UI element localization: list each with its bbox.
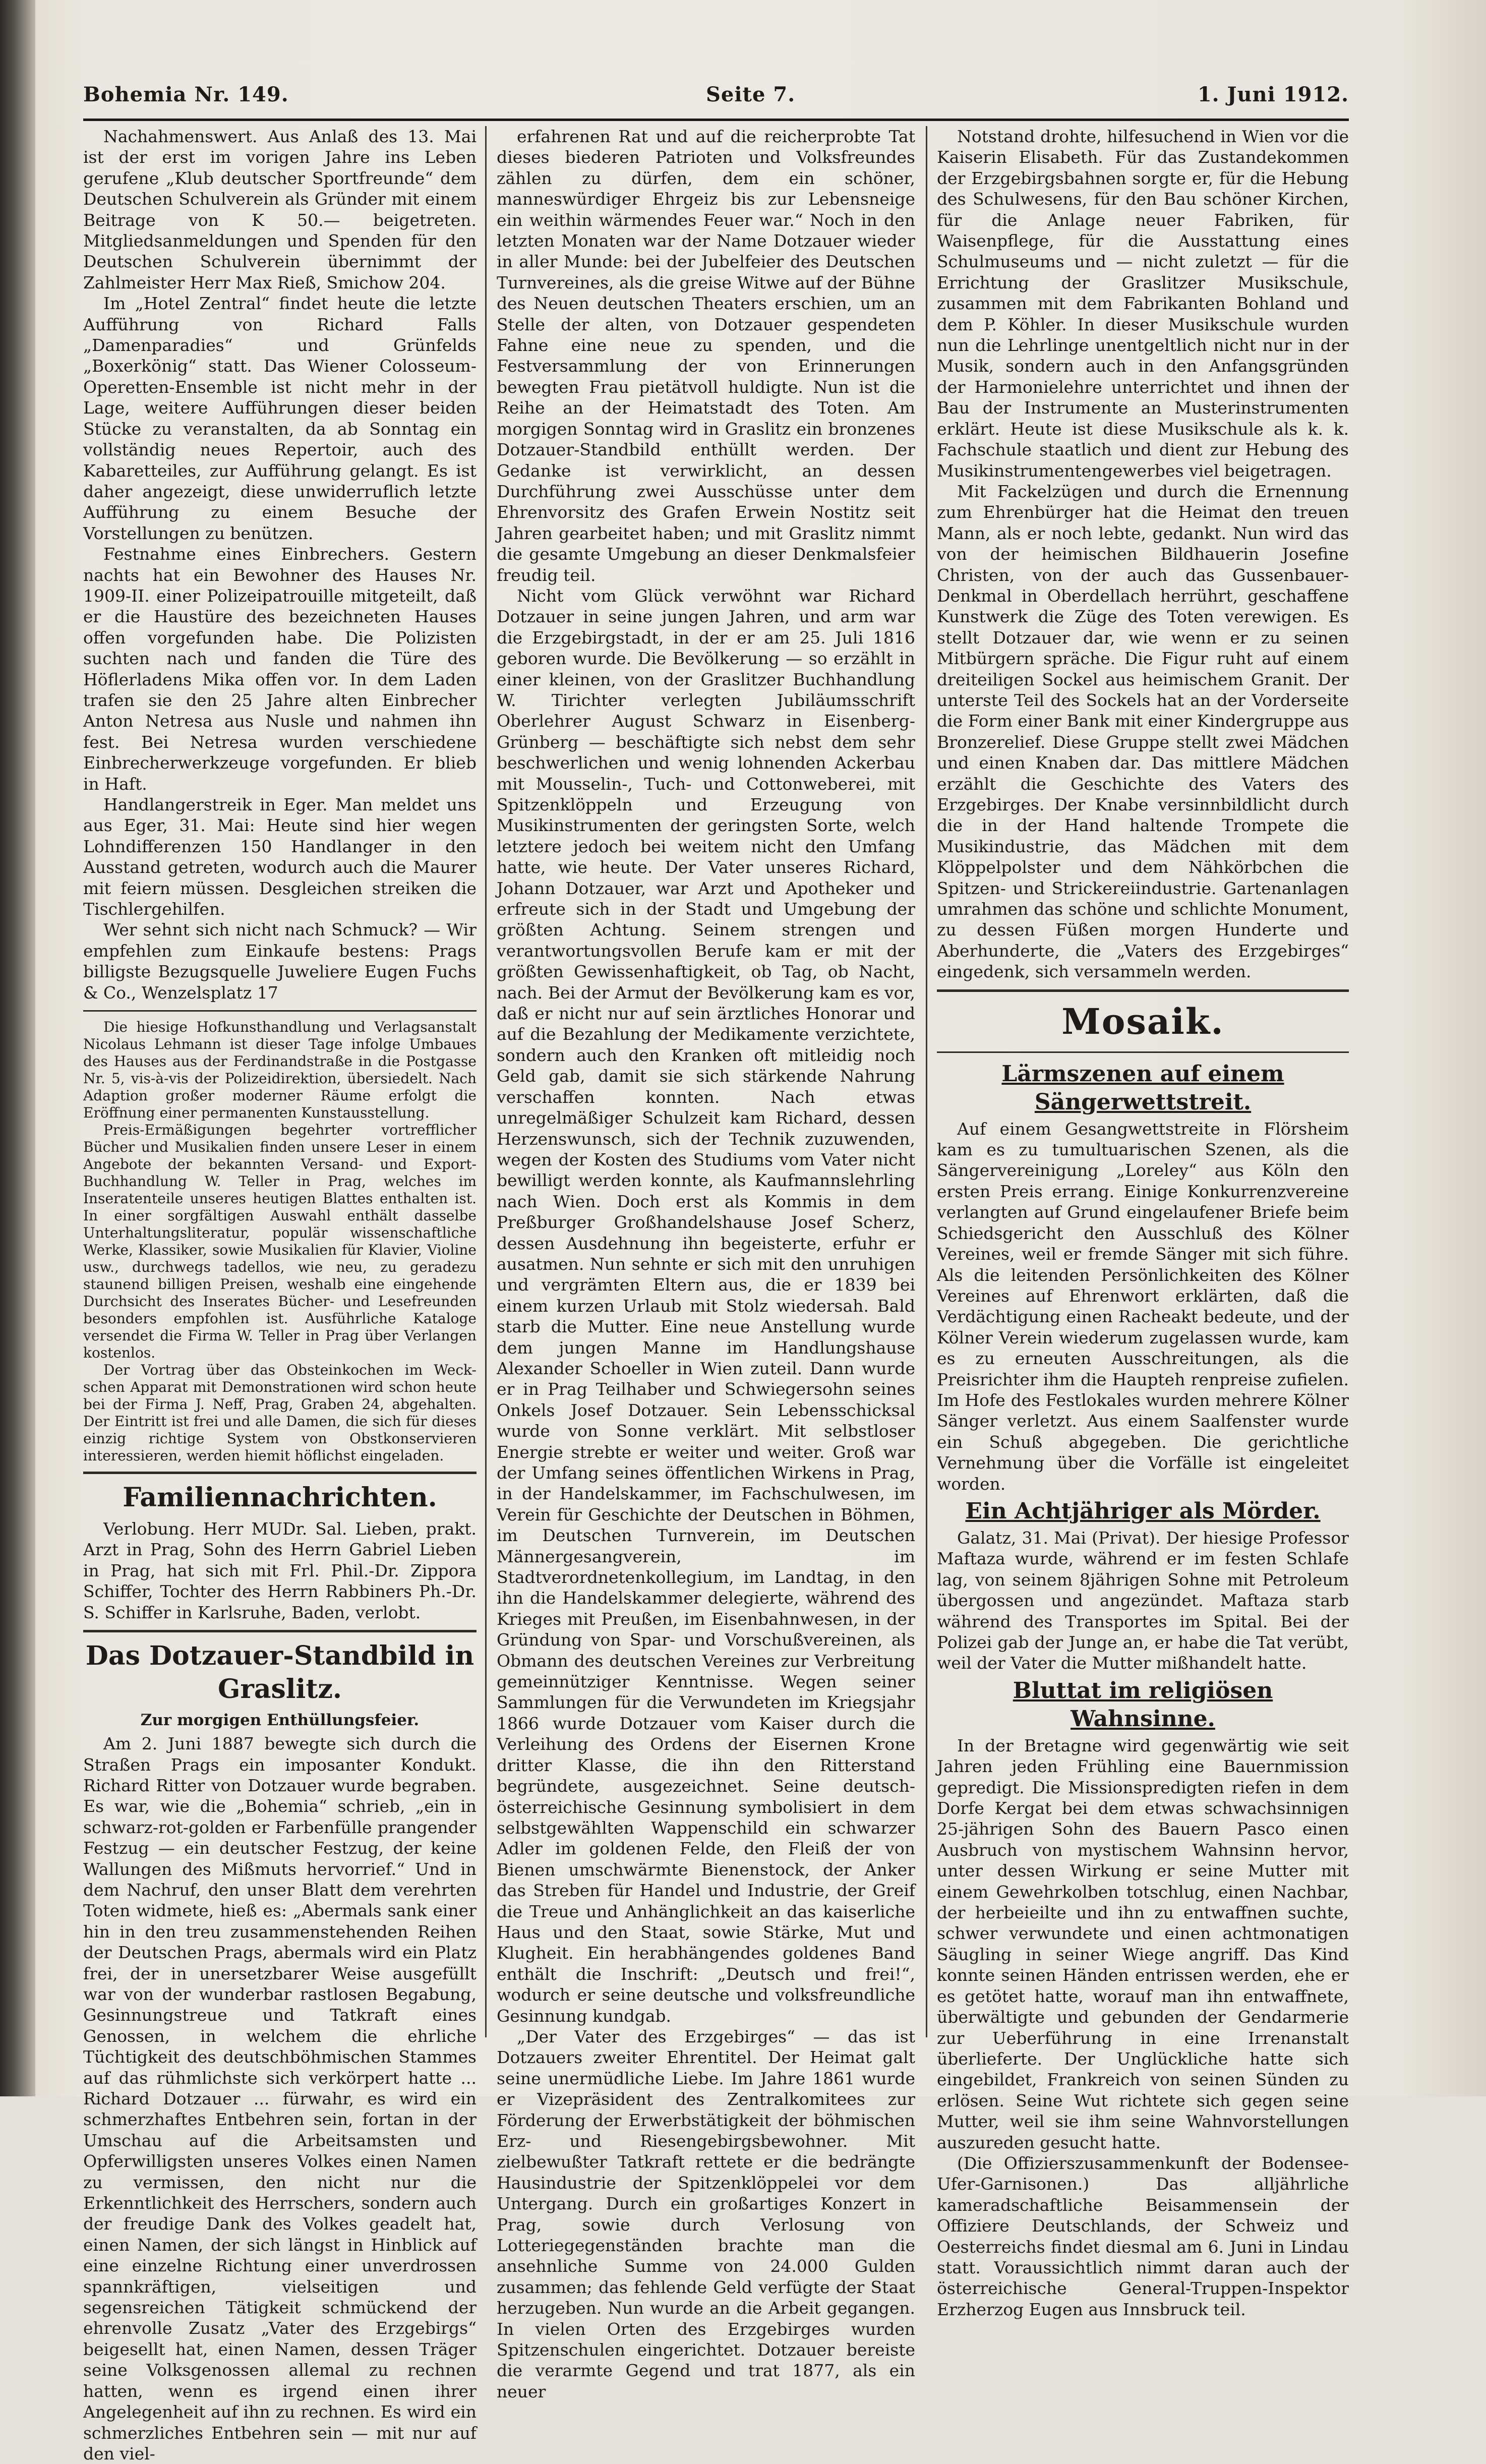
advert-item: Der Vortrag über das Obsteinkochen im Weck-schen Apparat mit Demonstrationen wird schon heute bei der Firma J. Neff, Prag, Graben 24, abgehalten. Der Eintritt ist frei und alle Damen, die sich für dieses einzig richtige System von Obstkonservieren interessieren, werden hiemit höflichst eingeladen. — [83, 1362, 477, 1464]
family-notice: Verlobung. Herr MUDr. Sal. Lieben, prakt. Arzt in Prag, Sohn des Herrn Gabriel Lieben in Prag, hat sich mit Frl. Phil.-Dr. Zippora Schiffer, Tochter des Herrn Rabbiners Ph.-Dr. S. Schiffer in Karlsruhe, Baden, verlobt. — [83, 1519, 477, 1622]
column-divider — [926, 126, 927, 2037]
section-title: Mosaik. — [1061, 1000, 1224, 1042]
header-page-number: Seite 7. — [706, 83, 796, 106]
divider — [937, 989, 1349, 992]
divider — [83, 1630, 477, 1632]
article-body: In der Bretagne wird gegenwärtig wie seit Jahren jeden Frühling eine Bauernmission gepredigt. Die Missionspredigten riefen in dem Dorfe Kergat bei dem etwas schwachsinnigen 25-jährigen Sohn des Bauern Pasco einen Ausbruch von mystischem Wahnsinn hervor, unter dessen Wirkung er seine Mutter mit einem Gewehrkolben totschlug, einen Nachbar, der herbeieilte und ihn zu entwaffnen suchte, schwer verwundete und einen achtmonatigen Säugling in seiner Wiege angriff. Das Kind konnte seinen Händen entrissen werden, ehe er es getötet hatte, worauf man ihn entwaffnete, überwältigte und gebunden der Gendarmerie zur Ueberführung in eine Irrenanstalt überlieferte. Der Unglückliche hatte sich eingebildet, Frankreich von seinen Sünden zu erlösen. Seine Wut richtete sich gegen seine Mutter, weil sie ihm seine Wahnvorstellungen auszureden gesucht hatte. — [937, 1735, 1349, 2152]
article-body: Am 2. Juni 1887 bewegte sich durch die Straßen Prags ein imposanter Kondukt. Richard Ritter von Dotzauer wurde begraben. Es war, wie die „Bohemia“ schrieb, „ein in schwarz-rot-golden er Farbenfülle prangender Festzug — ein deutscher Festzug, der keine Wallungen des Mißmuts hervorrief.“ Und in dem Nachruf, den unser Blatt dem verehrten Toten widmete, hieß es: „Abermals sank einer hin in den treu zusammenstehenden Reihen der Deutschen Prags, abermals wird ein Platz frei, der in unersetzbarer Weise ausgefüllt war von der wunderbar rastlosen Begabung, Gesinnungstreue und Tatkraft eines Genossen, in welchem die ehrliche Tüchtigkeit des deutschböhmischen Stammes auf das rühmlichste sich verkörpert hatte ... Richard Dotzauer ... fürwahr, es wird ein schmerzhaftes Entbehren sein, fortan in der Umschau auf die Arbeitsamsten und Opferwilligsten unseres Volkes einen Namen zu vermissen, den nicht nur die Erkenntlichkeit des Herrschers, sondern auch der freudige Dank des Volkes geadelt hat, einen Namen, der sich längst in Hinblick auf eine einzelne Richtung einer unverdrossen spannkräftigen, vielseitigen und segensreichen Tätigkeit schmückend der ehrenvolle Zusatz „Vater des Erzgebirgs“ beigesellt hat, einen Namen, dessen Träger seine Volksgenossen allemal zu rechnen hatten, wenn es irgend einen ihrer Angelegenheit auf ihn zu rechnen. Es wird ein schmerzliches Entbehren sein — mit nur auf den viel- — [83, 1734, 477, 2463]
column-divider — [485, 126, 487, 2037]
article-subtitle: Zur morgigen Enthüllungsfeier. — [140, 1711, 420, 1730]
column-1 — [83, 126, 477, 2463]
article-body: (Die Offizierszusammenkunft der Bodensee-Ufer-Garnisonen.) Das alljährliche kameradschaftliche Beisammensein der Offiziere Deutschlands, der Schweiz und Oesterreichs findet diesmal am 6. Juni in Lindau statt. Voraussichtlich nimmt daran auch der österreichische General-Truppen-Inspektor Erzherzog Eugen aus Innsbruck teil. — [937, 2153, 1349, 2319]
article-body: erfahrenen Rat und auf die reicherprobte Tat dieses biederen Patrioten und Volksfreundes zählen zu dürfen, dem ein schöner, manneswürdiger Ehrgeiz bis zur Lebensneige ein weithin wärmendes Feuer war.“ Noch in den letzten Monaten war der Name Dotzauer wieder in aller Munde: bei der Jubelfeier des Deutschen Turnvereines, als die greise Witwe auf der Bühne des Neuen deutschen Theaters erschien, um an Stelle der alten, von Dotzauer gespendeten Fahne eine neue zu spenden, und die Festversammlung der von Erinnerungen bewegten Frau pietätvoll huldigte. Nun ist die Reihe an der Heimatstadt des Toten. Am morgigen Sonntag wird in Graslitz ein bronzenes Dotzauer-Standbild enthüllt werden. Der Gedanke ist verwirklicht, an dessen Durchführung zwei Ausschüsse unter dem Ehrenvorsitz des Grafen Erwein Nostitz seit Jahren gearbeitet haben; und mit Graslitz nimmt die gesamte Umgebung an dieser Denkmalsfeier freudig teil. — [497, 127, 915, 585]
article-body: Nicht vom Glück verwöhnt war Richard Dotzauer in seine jungen Jahren, und arm war die Erzgebirgstadt, in der er am 25. Juli 1816 geboren wurde. Die Bevölkerung — so erzählt in einer kleinen, von der Graslitzer Buchhandlung W. Tirichter verlegten Jubiläumsschrift Oberlehrer August Schwarz in Eisenberg-Grünberg — beschäftigte sich nebst dem sehr beschwerlichen und wenig lohnenden Ackerbau mit Mousselin-, Tuch- und Cottonweberei, mit Spitzenklöppeln und Erzeugung von Musikinstrumenten der geringsten Sorte, welch letztere jedoch bei weitem nicht den Umfang hatte, wie heute. Der Vater unseres Richard, Johann Dotzauer, war Arzt und Apotheker und erfreute sich in der Stadt und Umgebung der größten Achtung. Seinem strengen und verantwortungsvollen Berufe kam er mit der größten Gewissenhaftigkeit, ob Tag, ob Nacht, nach. Bei der Armut der Bevölkerung kam es vor, daß er nicht nur auf sein ärztliches Honorar und auf die Bezahlung der Medikamente verzichtete, sondern auch den Kranken oft mitleidig noch Geld gab, damit sie sich stärkende Nahrung verschaffen konnten. Nach etwas unregelmäßiger Schulzeit kam Richard, dessen Herzenswunsch, sich der Technik zuzuwenden, wegen der Kosten des Studiums vom Vater nicht bewilligt werden konnte, als Kaufmannslehrling nach Wien. Doch erst als Kommis in dem Preßburger Großhandelshause Josef Scherz, dessen Ausdehnung ihn begeisterte, erfuhr er ausatmen. Nun sehnte er sich mit den unruhigen und vergrämten Eltern aus, die er 1839 bei einem kurzen Urlaub mit Stolz wiedersah. Bald starb die Mutter. Eine neue Anstellung wurde dem jungen Manne im Handlungshause Alexander Schoeller in Wien zuteil. Dann wurde er in Prag Teilhaber und Schwiegersohn seines Onkels Josef Dotzauer. Sein Lebensschicksal wurde von Sonne verklärt. Mit selbstloser Energie strebte er weiter und weiter. Groß war der Umfang seines öffentlichen Wirkens in Prag, in der Handelskammer, im Fachschulwesen, im Verein für Geschichte der Deutschen in Böhmen, im Deutschen Turnverein, im Deutschen Männergesangverein, im Stadtverordnetenkollegium, im Landtag, in den ihn die Handelskammer delegierte, während des Krieges mit Preußen, im Eisenbahnwesen, in der Gründung von Spar- und Vorschußvereinen, als Obmann des deutschen Vereines zur Verbreitung gemeinnütziger Kenntnisse. Wegen seiner Sammlungen für die Verwundeten im Kriegsjahr 1866 wurde Dotzauer vom Kaiser durch die Verleihung des Ordens der Eisernen Krone dritter Klasse, die ihn den Ritterstand begründete, ausgezeichnet. Seine deutsch-österreichische Gesinnung symbolisiert in dem selbstgewählten Wappenschild ein schwarzer Adler im goldenen Felde, den Fleiß der von Bienen umschwärmte Bienenstock, der Anker das Streben für Handel und Industrie, der Greif die Treue und Anhänglichkeit an das kaiserliche Haus und den Staat, sowie Stärke, Mut und Klugheit. Ein herabhängendes goldenes Band enthält die Inschrift: „Deutsch und frei!“, wodurch er seine deutsche und volksfreundliche Gesinnung kundgab. — [497, 585, 915, 2026]
divider — [83, 1472, 477, 1474]
header-issue: Bohemia Nr. 149. — [83, 83, 289, 106]
article-body: Mit Fackelzügen und durch die Ernennung zum Ehrenbürger hat die Heimat den treuen Mann, als er noch lebte, gedankt. Nun wird das von der heimischen Bildhauerin Josefine Christen, von der auch das Gussenbauer-Denkmal in Oberdellach herrührt, geschaffene Kunstwerk die Züge des Toten verewigen. Es stellt Dotzauer dar, wie wenn er zu seinen Mitbürgern spräche. Die Figur ruht auf einem dreiteiligen Sockel aus heimischem Granit. Der unterste Teil des Sockels hat an der Vorderseite die Form einer Bank mit einer Kindergruppe aus Bronzerelief. Diese Gruppe stellt zwei Mädchen und einen Knaben dar. Das mittlere Mädchen erzählt die Geschichte des Vaters des Erzgebirges. Der Knabe versinnbildlicht durch die in der Hand haltende Trompete die Musikindustrie, das Mädchen mit dem Klöppelpolster und dem Nähkörbchen die Spitzen- und Strickereiindustrie. Gartenanlagen umrahmen das schöne und schlichte Monument, zu dessen Füßen morgen Hunderte und Aberhunderte, die „Vaters des Erzgebirges“ eingedenk, sich versammeln werden. — [937, 481, 1349, 982]
article-title: Ein Achtjähriger als Mörder. — [965, 1498, 1321, 1524]
advert-item: Wer sehnt sich nicht nach Schmuck? — Wir empfehlen zum Einkaufe bestens: Prags billigste Bezugsquelle Juweliere Eugen Fuchs & Co., Wenzelsplatz 17 — [83, 920, 477, 1003]
news-item: Festnahme eines Einbrechers. Gestern nachts hat ein Bewohner des Hauses Nr. 1909-II. einer Polizeipatrouille mitgeteilt, daß er die Haustüre des bezeichneten Hauses offen vorgefunden habe. Die Polizisten suchten nach und fanden die Türe des Höflerladens Mika offen vor. In dem Laden trafen sie den 25 Jahre alten Einbrecher Anton Netresa aus Nusle und nahmen ihn fest. Bei Netresa wurden verschiedene Einbrecherwerkzeuge vorgefunden. Er blieb in Haft. — [83, 544, 477, 794]
article-body: Auf einem Gesangwettstreite in Flörsheim kam es zu tumultuarischen Szenen, als die Sängervereinigung „Loreley“ aus Köln den ersten Preis errang. Einige Konkurrenzvereine verlangten auf Grund eingelaufener Briefe beim Schiedsgericht den Ausschluß des Kölner Vereines, weil er fremde Sänger mit sich führe. Als die leitenden Persönlichkeiten des Kölner Vereines auf Ehrenwort erklärten, daß die Verdächtigung einen Racheakt bedeute, und der Kölner Verein wiederum zugelassen wurde, kam es zu erneuten Ausschreitungen, als die Preisrichter ihm die Haupteh renpreise zufielen. Im Hofe des Festlokales wurden mehrere Kölner Sänger verletzt. Aus einem Saalfenster wurde ein Schuß abgegeben. Die gerichtliche Vernehmung über die Vorfälle ist eingeleitet worden. — [937, 1119, 1349, 1494]
article-body: Galatz, 31. Mai (Privat). Der hiesige Professor Maftaza wurde, während er im festen Schlafe lag, von seinem 8jährigen Sohne mit Petroleum übergossen und angezündet. Maftaza starb während des Transportes im Spital. Bei der Polizei gab der Junge an, er habe die Tat verübt, weil der Vater die Mutter mißhandelt hatte. — [937, 1528, 1349, 1673]
article-title: Bluttat im religiösen Wahnsinne. — [1013, 1677, 1273, 1732]
column-2 — [497, 126, 915, 2401]
advert-item: Preis-Ermäßigungen begehrter vortrefflicher Bücher und Musikalien finden unsere Leser in einem Angebote der bekannten Versand- und Export-Buchhandlung W. Teller in Prag, welches im Inseratenteile unseres heutigen Blattes enthalten ist. In einer sorgfältigen Auswahl enthält dasselbe Unterhaltungsliteratur, populär wissenschaftliche Werke, Klassiker, sowie Musikalien für Klavier, Violine usw., durchwegs tadellos, wie neu, zu geradezu staunend billigen Preisen, weshalb eine eingehende Durchsicht des Inserates Bücher- und Lesefreunden besonders empfohlen ist. Ausführliche Kataloge versendet die Firma W. Teller in Prag über Verlangen kostenlos. — [83, 1122, 477, 1362]
article-title: Das Dotzauer-Standbild in Graslitz. — [85, 1640, 474, 1705]
article-body: Notstand drohte, hilfesuchend in Wien vor die Kaiserin Elisabeth. Für das Zustandekommen der Erzgebirgsbahnen sorgte er, für die Hebung des Schulwesens, für den Bau schöner Kirchen, für die Anlage neuer Fabriken, für Waisenpflege, für die Ausstattung eines Schulmuseums und — nicht zuletzt — für die Errichtung der Graslitzer Musikschule, zusammen mit dem Fabrikanten Bohland und dem P. Köhler. In dieser Musikschule wurden nun die Lehrlinge unentgeltlich nicht nur in der Musik, sondern auch in den Anfangsgründen der Harmonielehre unterrichtet und ihnen der Bau der Instrumente an Musterinstrumenten erklärt. Heute ist diese Musikschule als k. k. Fachschule staatlich und dient zur Hebung des Musikinstrumentengewerbes viel beigetragen. — [937, 127, 1349, 481]
article-body: „Der Vater des Erzgebirges“ — das ist Dotzauers zweiter Ehrentitel. Der Heimat galt seine unermüdliche Liebe. Im Jahre 1861 wurde er Vizepräsident des Zentralkomitees zur Förderung der Erwerbstätigkeit der böhmischen Erz- und Riesengebirgsbewohner. Mit zielbewußter Tatkraft rettete er die bedrängte Hausindustrie der Spitzenklöppelei vor dem Untergang. Durch ein großartiges Konzert in Prag, sowie durch Verlosung von Lotteriegegenständen brachte man die ansehnliche Summe von 24.000 Gulden zusammen; das fehlende Geld verfügte der Staat herzugeben. Nun wurde an die Arbeit gegangen. In vielen Orten des Erzgebirges wurden Spitzenschulen eingerichtet. Dotzauer bereiste die verarmte Gegend und trat 1877, als ein neuer — [497, 2026, 915, 2401]
news-item: Im „Hotel Zentral“ findet heute die letzte Aufführung von Richard Falls „Damenparadies“ und Grünfelds „Boxerkönig“ statt. Das Wiener Colosseum-Operetten-Ensemble ist nicht mehr in der Lage, weitere Aufführungen dieser beiden Stücke zu veranstalten, da ab Sonntag ein vollständig neues Repertoir, auch des Kabaretteiles, zur Aufführung gelangt. Es ist daher angezeigt, diese unwiderruflich letzte Aufführung zu einem Besuche der Vorstellungen zu benützen. — [83, 294, 477, 543]
column-3 — [937, 126, 1349, 2319]
article-title: Lärmszenen auf einem Sängerwettstreit. — [1001, 1061, 1284, 1115]
divider — [937, 1051, 1349, 1053]
header-date: 1. Juni 1912. — [1197, 83, 1349, 106]
scan-binding-edge — [0, 0, 35, 2096]
header-rule — [83, 119, 1349, 121]
news-item: Handlangerstreik in Eger. Man meldet uns aus Eger, 31. Mai: Heute sind hier wegen Lohndifferenzen 150 Handlanger in den Ausstand getreten, wodurch auch die Maurer mit feiern müssen. Desgleichen streiken die Tischlergehilfen. — [83, 795, 477, 919]
advert-item: Die hiesige Hofkunsthandlung und Verlagsanstalt Nicolaus Lehmann ist dieser Tage infolge Umbaues des Hauses aus der Ferdinandstraße in die Postgasse Nr. 5, vis-à-vis der Polizeidirektion, übersiedelt. Nach Adaption großer moderner Räume erfolgt die Eröffnung einer permanenten Kunstausstellung. — [83, 1019, 477, 1122]
news-item: Nachahmenswert. Aus Anlaß des 13. Mai ist der erst im vorigen Jahre ins Leben gerufene „Klub deutscher Sportfreunde“ dem Deutschen Schulverein als Gründer mit einem Beitrage von K 50.— beigetreten. Mitgliedsanmeldungen und Spenden für den Deutschen Schulverein übernimmt der Zahlmeister Herr Max Rieß, Smichow 204. — [83, 127, 477, 292]
divider — [83, 1010, 477, 1012]
section-title: Familiennachrichten. — [123, 1482, 437, 1513]
page-header — [83, 76, 1349, 111]
